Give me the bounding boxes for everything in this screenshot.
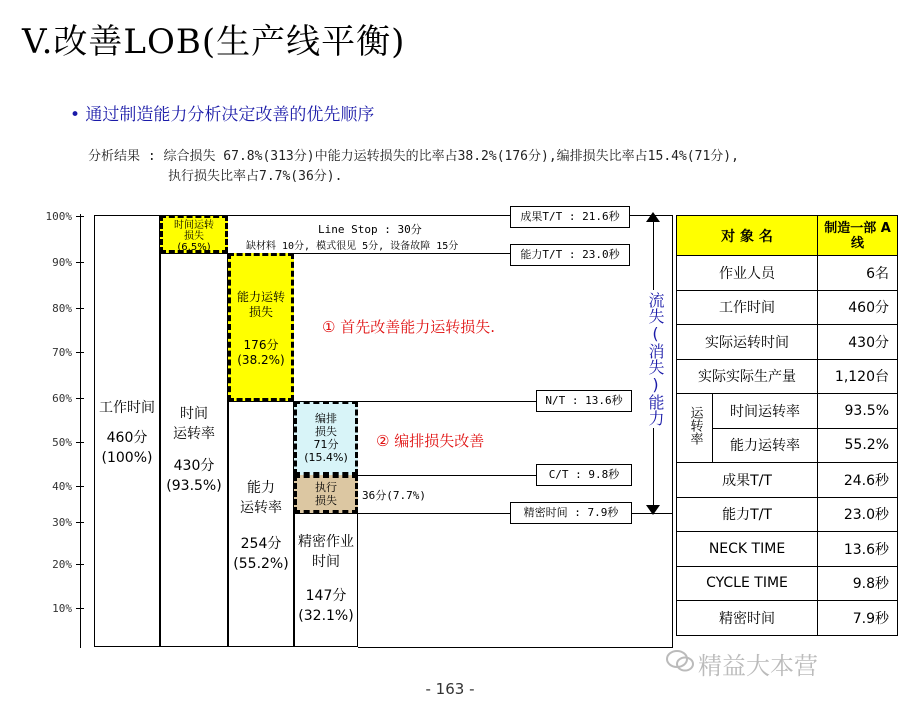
precise-time-label: 精密时间 : 7.9秒 (510, 502, 632, 524)
spec-header-target: 对 象 名 (677, 216, 818, 256)
page-number: - 163 - (425, 680, 475, 698)
analysis-line-2: 执行损失比率占7.7%(36分). (168, 169, 343, 184)
table-row (677, 532, 898, 567)
y-axis (40, 210, 100, 650)
chart-right-border (672, 215, 673, 647)
page-title: V.改善LOB(生产线平衡) (22, 22, 406, 62)
ref-line-result-tt (160, 215, 510, 216)
spec-cell-value: 7.9秒 (818, 601, 898, 636)
spec-rate-group-label: 运转率 (687, 406, 703, 445)
bar-capacity-loss (228, 253, 294, 401)
bar-capacity-loss-label2: 损失 (248, 305, 273, 319)
bar-time-rate-pct: (93.5%) (166, 478, 222, 494)
spec-cell-value: 460分 (818, 290, 898, 325)
bar-arrangement-loss-label2: 损失 (315, 425, 337, 438)
bar-time-loss (160, 215, 228, 253)
bar-execution-loss (294, 475, 358, 513)
spec-cell-label: 时间运转率 (713, 394, 818, 429)
ref-line-capacity-tt (294, 253, 510, 254)
table-row (677, 566, 898, 601)
result-tt-label: 成果T/T : 21.6秒 (510, 206, 630, 228)
bar-time-loss-label1: 时间运转 (174, 220, 214, 231)
chart-bottom-border (358, 647, 673, 648)
analysis-line-1: 分析结果 : 综合损失 67.8%(313分)中能力运转损失的比率占38.2%(176分),编排损失比率占15.4%(71分), (88, 149, 739, 164)
y-tick-label: 10% (52, 602, 72, 615)
bar-time-rate-value: 430分 (173, 458, 215, 474)
spec-cell-value: 55.2% (818, 428, 898, 463)
table-row (677, 290, 898, 325)
spec-cell-label: 能力T/T (677, 497, 818, 532)
table-row (677, 394, 898, 429)
bar-capacity-loss-pct: (38.2%) (237, 353, 285, 367)
ct-label: C/T : 9.8秒 (536, 464, 632, 486)
y-tick (76, 352, 84, 353)
spec-cell-value: 9.8秒 (818, 566, 898, 601)
y-tick (76, 308, 84, 309)
bar-time-loss-label2: 损失 (184, 231, 204, 242)
execution-loss-side-label: 36分(7.7%) (362, 489, 426, 502)
spec-cell-value: 23.0秒 (818, 497, 898, 532)
table-row (677, 497, 898, 532)
bar-work-time (94, 215, 160, 647)
bar-capacity-rate-pct: (55.2%) (233, 556, 289, 572)
bar-arrangement-loss-label1: 编排 (315, 412, 337, 425)
y-tick (76, 522, 84, 523)
spec-cell-label: NECK TIME (677, 532, 818, 567)
spec-cell-value: 13.6秒 (818, 532, 898, 567)
spec-cell-value: 1,120台 (818, 359, 898, 394)
y-tick (76, 486, 84, 487)
ref-line-precise (358, 513, 510, 514)
spec-cell-label: 实际运转时间 (677, 325, 818, 360)
watermark-text: 精益大本营 (698, 652, 818, 680)
bar-work-time-value: 460分 (106, 430, 148, 446)
y-tick-label: 60% (52, 392, 72, 405)
arrow-up-icon (646, 212, 660, 222)
y-tick-label: 80% (52, 302, 72, 315)
bar-capacity-loss-value: 176分 (243, 338, 279, 352)
y-tick-label: 90% (52, 256, 72, 269)
table-row (677, 325, 898, 360)
table-row (677, 359, 898, 394)
y-tick (76, 216, 84, 217)
y-tick-label: 30% (52, 516, 72, 529)
spec-cell-label: 作业人员 (677, 256, 818, 291)
spec-header-line: 制造一部 A线 (818, 216, 898, 256)
bar-precise-work (294, 513, 358, 647)
bar-time-rate (160, 253, 228, 647)
bar-capacity-loss-label1: 能力运转 (236, 290, 285, 304)
y-tick (76, 608, 84, 609)
bar-execution-loss-label1: 执行 (315, 481, 337, 494)
nt-label: N/T : 13.6秒 (536, 390, 632, 412)
spec-cell-value: 430分 (818, 325, 898, 360)
bar-capacity-rate-label1: 能力 (247, 480, 275, 496)
section-heading: • 通过制造能力分析决定改善的优先顺序 (70, 105, 375, 125)
priority-1-text: ① 首先改善能力运转损失. (322, 318, 495, 336)
spec-table (676, 215, 898, 636)
bar-precise-work-pct: (32.1%) (298, 608, 354, 624)
y-tick (76, 262, 84, 263)
spec-cell-label: 精密时间 (677, 601, 818, 636)
bar-precise-work-label2: 时间 (312, 554, 340, 570)
spec-cell-label: 实际实际生产量 (677, 359, 818, 394)
bar-execution-loss-label2: 损失 (315, 494, 337, 507)
bar-arrangement-loss-value: 71分 (313, 438, 339, 451)
y-tick (76, 442, 84, 443)
spec-rate-group (677, 394, 713, 463)
line-stop-label: Line Stop : 30分 (318, 223, 422, 236)
spec-cell-label: CYCLE TIME (677, 566, 818, 601)
bar-work-time-pct: (100%) (101, 450, 153, 466)
spec-cell-value: 93.5% (818, 394, 898, 429)
arrow-down-icon (646, 505, 660, 515)
y-tick-label: 40% (52, 480, 72, 493)
bar-time-loss-pct: (6.5%) (177, 242, 211, 253)
table-row (677, 601, 898, 636)
y-tick (76, 564, 84, 565)
bar-capacity-rate-value: 254分 (240, 536, 282, 552)
bar-capacity-rate-label2: 运转率 (240, 500, 282, 516)
y-axis-line (80, 214, 81, 648)
table-row (677, 463, 898, 498)
spec-cell-label: 能力运转率 (713, 428, 818, 463)
y-tick-label: 50% (52, 436, 72, 449)
spec-cell-value: 6名 (818, 256, 898, 291)
spec-cell-value: 24.6秒 (818, 463, 898, 498)
y-tick-label: 20% (52, 558, 72, 571)
bar-precise-work-label1: 精密作业 (298, 534, 354, 550)
bar-time-rate-label2: 运转率 (173, 426, 215, 442)
bar-time-rate-label1: 时间 (180, 406, 208, 422)
bar-capacity-rate (228, 401, 294, 647)
priority-2-text: ② 编排损失改善 (376, 432, 485, 450)
y-tick (76, 398, 84, 399)
line-stop-detail: 缺材料 10分, 模式很见 5分, 设备故障 15分 (246, 241, 459, 252)
table-row (677, 256, 898, 291)
spec-cell-label: 成果T/T (677, 463, 818, 498)
flow-loss-label: 流失(消失)能力 (643, 290, 665, 428)
bar-precise-work-value: 147分 (305, 588, 347, 604)
capacity-tt-label: 能力T/T : 23.0秒 (510, 244, 630, 266)
y-tick-label: 100% (45, 210, 72, 223)
bar-arrangement-loss (294, 401, 358, 475)
wechat-icon (665, 648, 695, 674)
bar-work-time-label: 工作时间 (99, 400, 155, 416)
ref-line-ct (358, 475, 536, 476)
analysis-text (88, 147, 739, 187)
y-tick-label: 70% (52, 346, 72, 359)
spec-cell-label: 工作时间 (677, 290, 818, 325)
ref-line-nt (294, 401, 536, 402)
bar-arrangement-loss-pct: (15.4%) (304, 451, 348, 464)
